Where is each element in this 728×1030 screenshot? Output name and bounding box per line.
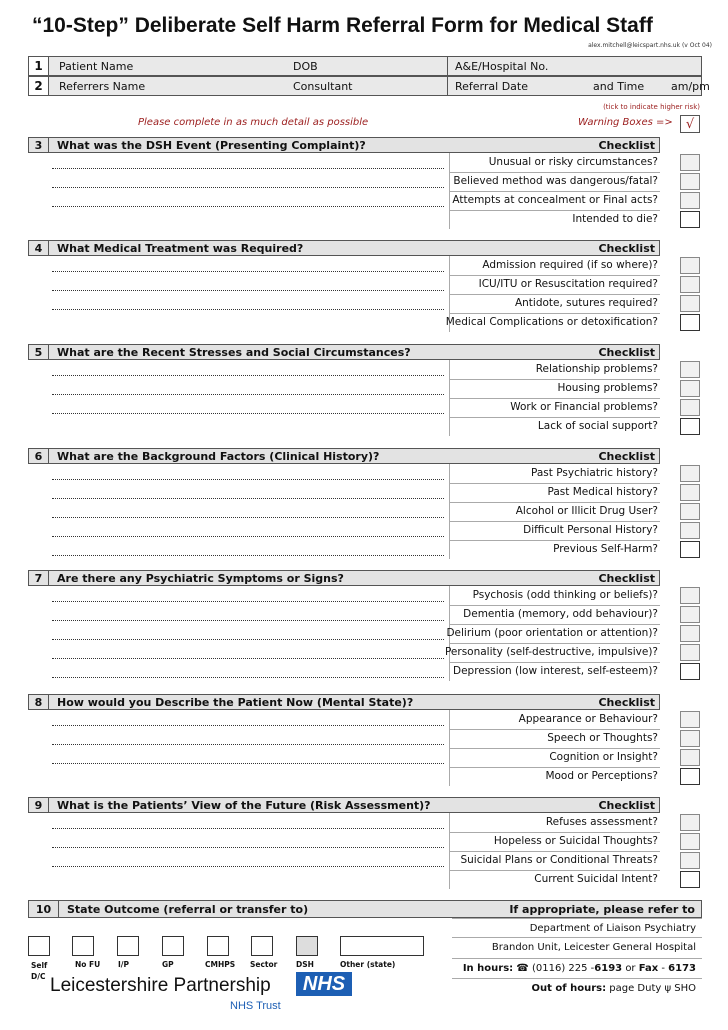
option-label-sector: Sector [250,960,278,969]
checklist-row-line [450,379,660,380]
checklist-label: Checklist [598,345,655,359]
outcome-box-other[interactable] [340,936,424,956]
warning-checkbox[interactable] [680,257,700,274]
checklist-row-line [450,662,660,663]
answer-line[interactable] [52,309,444,310]
warning-checkbox[interactable] [680,541,700,558]
answer-line[interactable] [52,828,444,829]
checklist-row-line [450,417,660,418]
checklist-item: Appearance or Behaviour? [518,713,658,725]
tick-example-box: √ [680,115,700,133]
section-header [28,448,660,464]
outcome-box-cmhps[interactable] [207,936,229,956]
organisation-logo-text: Leicestershire Partnership [50,975,271,996]
checklist-item: Intended to die? [572,213,658,225]
answer-line[interactable] [52,375,444,376]
option-label-ip: I/P [118,960,130,969]
row-number: 2 [29,77,49,95]
outcome-box-self-dc[interactable] [28,936,50,956]
checklist-item: Antidote, sutures required? [514,297,658,309]
outcome-box-sector[interactable] [251,936,273,956]
outcome-box-dsh[interactable] [296,936,318,956]
checklist-row-line [450,294,660,295]
option-label-other: Other (state) [340,960,396,969]
checklist-item: Speech or Thoughts? [547,732,658,744]
answer-line[interactable] [52,394,444,395]
checklist-item: Difficult Personal History? [523,524,658,536]
row-number: 1 [29,57,49,75]
nhs-logo: NHS [296,972,352,996]
checklist-item: Hopeless or Suicidal Thoughts? [493,835,658,847]
checklist-row-line [450,483,660,484]
checklist-item: Depression (low interest, self-esteem)? [453,665,658,677]
section-number: 3 [29,138,49,152]
checklist-row-line [450,502,660,503]
checklist-item: Cognition or Insight? [549,751,658,763]
fax-label: Fax [638,963,659,974]
author-credit: alex.mitchell@leicspart.nhs.uk (v Oct 04) [588,42,712,49]
out-hours-label: Out of hours: [531,983,607,994]
referrer-name-field[interactable]: Referrers Name [59,79,146,93]
answer-line[interactable] [52,498,444,499]
answer-line[interactable] [52,536,444,537]
section-title: How would you Describe the Patient Now (Mental State)? [57,695,414,709]
checklist-item: Dementia (memory, odd behaviour)? [463,608,658,620]
section-header [28,137,660,153]
checklist-item: Past Medical history? [547,486,658,498]
section-header [28,570,660,586]
warning-checkbox[interactable] [680,711,700,728]
hospital-number-field[interactable]: A&E/Hospital No. [455,59,549,73]
answer-line[interactable] [52,290,444,291]
checklist-item: Refuses assessment? [545,816,658,828]
warning-checkbox[interactable] [680,587,700,604]
warning-checkbox[interactable] [680,361,700,378]
outcome-header [28,900,702,918]
section-number: 7 [29,571,49,585]
checklist-row-line [450,643,660,644]
section-header [28,344,660,360]
checklist-row-line [450,729,660,730]
checklist-item: Lack of social support? [537,420,658,432]
checklist-divider [449,464,450,559]
answer-line[interactable] [52,206,444,207]
warning-checkbox[interactable] [680,399,700,416]
checklist-row-line [450,624,660,625]
option-label-cmhps: CMHPS [205,960,236,969]
answer-line[interactable] [52,168,444,169]
ampm-label: am/pm [671,79,710,93]
warning-checkbox[interactable] [680,663,700,680]
warning-boxes-label: Warning Boxes => [578,117,673,128]
warning-checkbox[interactable] [680,522,700,539]
checklist-item: Relationship problems? [535,363,658,375]
warning-checkbox[interactable] [680,768,700,785]
referrer-details-row [28,76,710,96]
outcome-box-no-fu[interactable] [72,936,94,956]
checklist-row-line [450,870,660,871]
option-label-dsh: DSH [296,960,314,969]
warning-checkbox[interactable] [680,625,700,642]
warning-checkbox[interactable] [680,276,700,293]
phone-extension: 6193 [594,963,623,974]
section-number: 5 [29,345,49,359]
warning-checkbox[interactable] [680,211,700,228]
checklist-item: Delirium (poor orientation or attention)? [446,627,658,639]
warning-checkbox[interactable] [680,503,700,520]
checklist-row-line [450,275,660,276]
checklist-item: Previous Self-Harm? [553,543,658,555]
warning-checkbox[interactable] [680,606,700,623]
answer-line[interactable] [52,620,444,621]
checklist-item: Suicidal Plans or Conditional Threats? [460,854,658,866]
referral-date-field[interactable]: Referral Date [455,79,528,93]
checklist-item: Believed method was dangerous/fatal? [453,175,658,187]
refer-department: Department of Liaison Psychiatry [452,918,702,937]
refer-title: If appropriate, please refer to [509,902,695,916]
checklist-item: Housing problems? [557,382,658,394]
checklist-item: Medical Complications or detoxification? [445,316,658,328]
answer-line[interactable] [52,725,444,726]
nhs-trust-label: NHS Trust [230,1000,281,1012]
in-hours-contact: In hours: ☎ (0116) 225 - 6193 or Fax - 6173 [452,958,702,978]
warning-checkbox[interactable] [680,418,700,435]
section-title: Are there any Psychiatric Symptoms or Signs? [57,571,344,585]
section-number: 8 [29,695,49,709]
fax-extension: 6173 [668,963,696,974]
warning-checkbox[interactable] [680,871,700,888]
checklist-item: Mood or Perceptions? [545,770,658,782]
warning-checkbox[interactable] [680,749,700,766]
outcome-number: 10 [29,901,59,917]
checklist-label: Checklist [598,798,655,812]
consultant-field[interactable]: Consultant [293,79,353,93]
referral-time-field[interactable]: and Time [593,79,645,93]
phone-prefix: ☎ (0116) 225 - [516,963,595,974]
answer-line[interactable] [52,413,444,414]
section-title: What are the Recent Stresses and Social Circumstances? [57,345,411,359]
warning-checkbox[interactable] [680,380,700,397]
option-label-gp: GP [162,960,174,969]
answer-line[interactable] [52,479,444,480]
section-title: What was the DSH Event (Presenting Complaint)? [57,138,366,152]
checklist-row-line [450,191,660,192]
answer-line[interactable] [52,763,444,764]
checklist-item: Alcohol or Illicit Drug User? [515,505,658,517]
answer-line[interactable] [52,639,444,640]
checklist-row-line [450,521,660,522]
warning-checkbox[interactable] [680,484,700,501]
answer-line[interactable] [52,677,444,678]
outcome-box-ip[interactable] [117,936,139,956]
checklist-item: Personality (self-destructive, impulsive)? [444,646,658,658]
section-header [28,240,660,256]
checklist-row-line [450,748,660,749]
warning-checkbox[interactable] [680,833,700,850]
outcome-title: State Outcome (referral or transfer to) [67,902,309,916]
checklist-label: Checklist [598,449,655,463]
warning-checkbox[interactable] [680,852,700,869]
checklist-label: Checklist [598,695,655,709]
in-hours-label: In hours: [462,963,514,974]
answer-line[interactable] [52,847,444,848]
checklist-item: Admission required (if so where)? [482,259,658,271]
answer-line[interactable] [52,658,444,659]
answer-line[interactable] [52,517,444,518]
checklist-item: Psychosis (odd thinking or beliefs)? [472,589,658,601]
or-text: or [625,963,636,974]
warning-checkbox[interactable] [680,154,700,171]
answer-line[interactable] [52,866,444,867]
warning-checkbox[interactable] [680,730,700,747]
checklist-label: Checklist [598,241,655,255]
checklist-row-line [450,398,660,399]
answer-line[interactable] [52,744,444,745]
checklist-item: ICU/ITU or Resuscitation required? [478,278,658,290]
checklist-item: Work or Financial problems? [510,401,658,413]
dob-field[interactable]: DOB [293,59,318,73]
section-title: What Medical Treatment was Required? [57,241,304,255]
warning-checkbox[interactable] [680,314,700,331]
checklist-row-line [450,832,660,833]
section-header [28,797,660,813]
checklist-item: Unusual or risky circumstances? [488,156,658,168]
section-header [28,694,660,710]
option-label-no-fu: No FU [75,960,101,969]
section-number: 6 [29,449,49,463]
option-label-self-dc: Self D/C [31,961,48,981]
out-hours-text: page Duty ψ SHO [609,983,696,994]
checklist-item: Attempts at concealment or Final acts? [452,194,658,206]
checklist-row-line [450,172,660,173]
checklist-row-line [450,540,660,541]
patient-name-field[interactable]: Patient Name [59,59,134,73]
checklist-item: Current Suicidal Intent? [534,873,658,885]
checklist-label: Checklist [598,571,655,585]
warning-checkbox[interactable] [680,814,700,831]
checklist-row-line [450,210,660,211]
answer-line[interactable] [52,187,444,188]
section-title: What are the Background Factors (Clinical History)? [57,449,380,463]
outcome-box-gp[interactable] [162,936,184,956]
checklist-label: Checklist [598,138,655,152]
checklist-row-line [450,851,660,852]
warning-checkbox[interactable] [680,173,700,190]
checklist-item: Past Psychiatric history? [531,467,658,479]
patient-details-row [28,56,702,76]
checklist-row-line [450,767,660,768]
section-title: What is the Patients’ View of the Future (Risk Assessment)? [57,798,431,812]
warning-checkbox[interactable] [680,465,700,482]
warning-checkbox[interactable] [680,644,700,661]
instructions: Please complete in as much detail as possible [138,117,369,128]
section-number: 4 [29,241,49,255]
answer-line[interactable] [52,601,444,602]
tick-note: (tick to indicate higher risk) [603,103,700,111]
refer-unit: Brandon Unit, Leicester General Hospital [452,937,702,956]
out-of-hours-contact [452,978,702,998]
checklist-row-line [450,313,660,314]
form-title: “10-Step” Deliberate Self Harm Referral Form for Medical Staff [32,14,653,37]
warning-checkbox[interactable] [680,295,700,312]
warning-checkbox[interactable] [680,192,700,209]
answer-line[interactable] [52,555,444,556]
answer-line[interactable] [52,271,444,272]
section-number: 9 [29,798,49,812]
checklist-row-line [450,605,660,606]
